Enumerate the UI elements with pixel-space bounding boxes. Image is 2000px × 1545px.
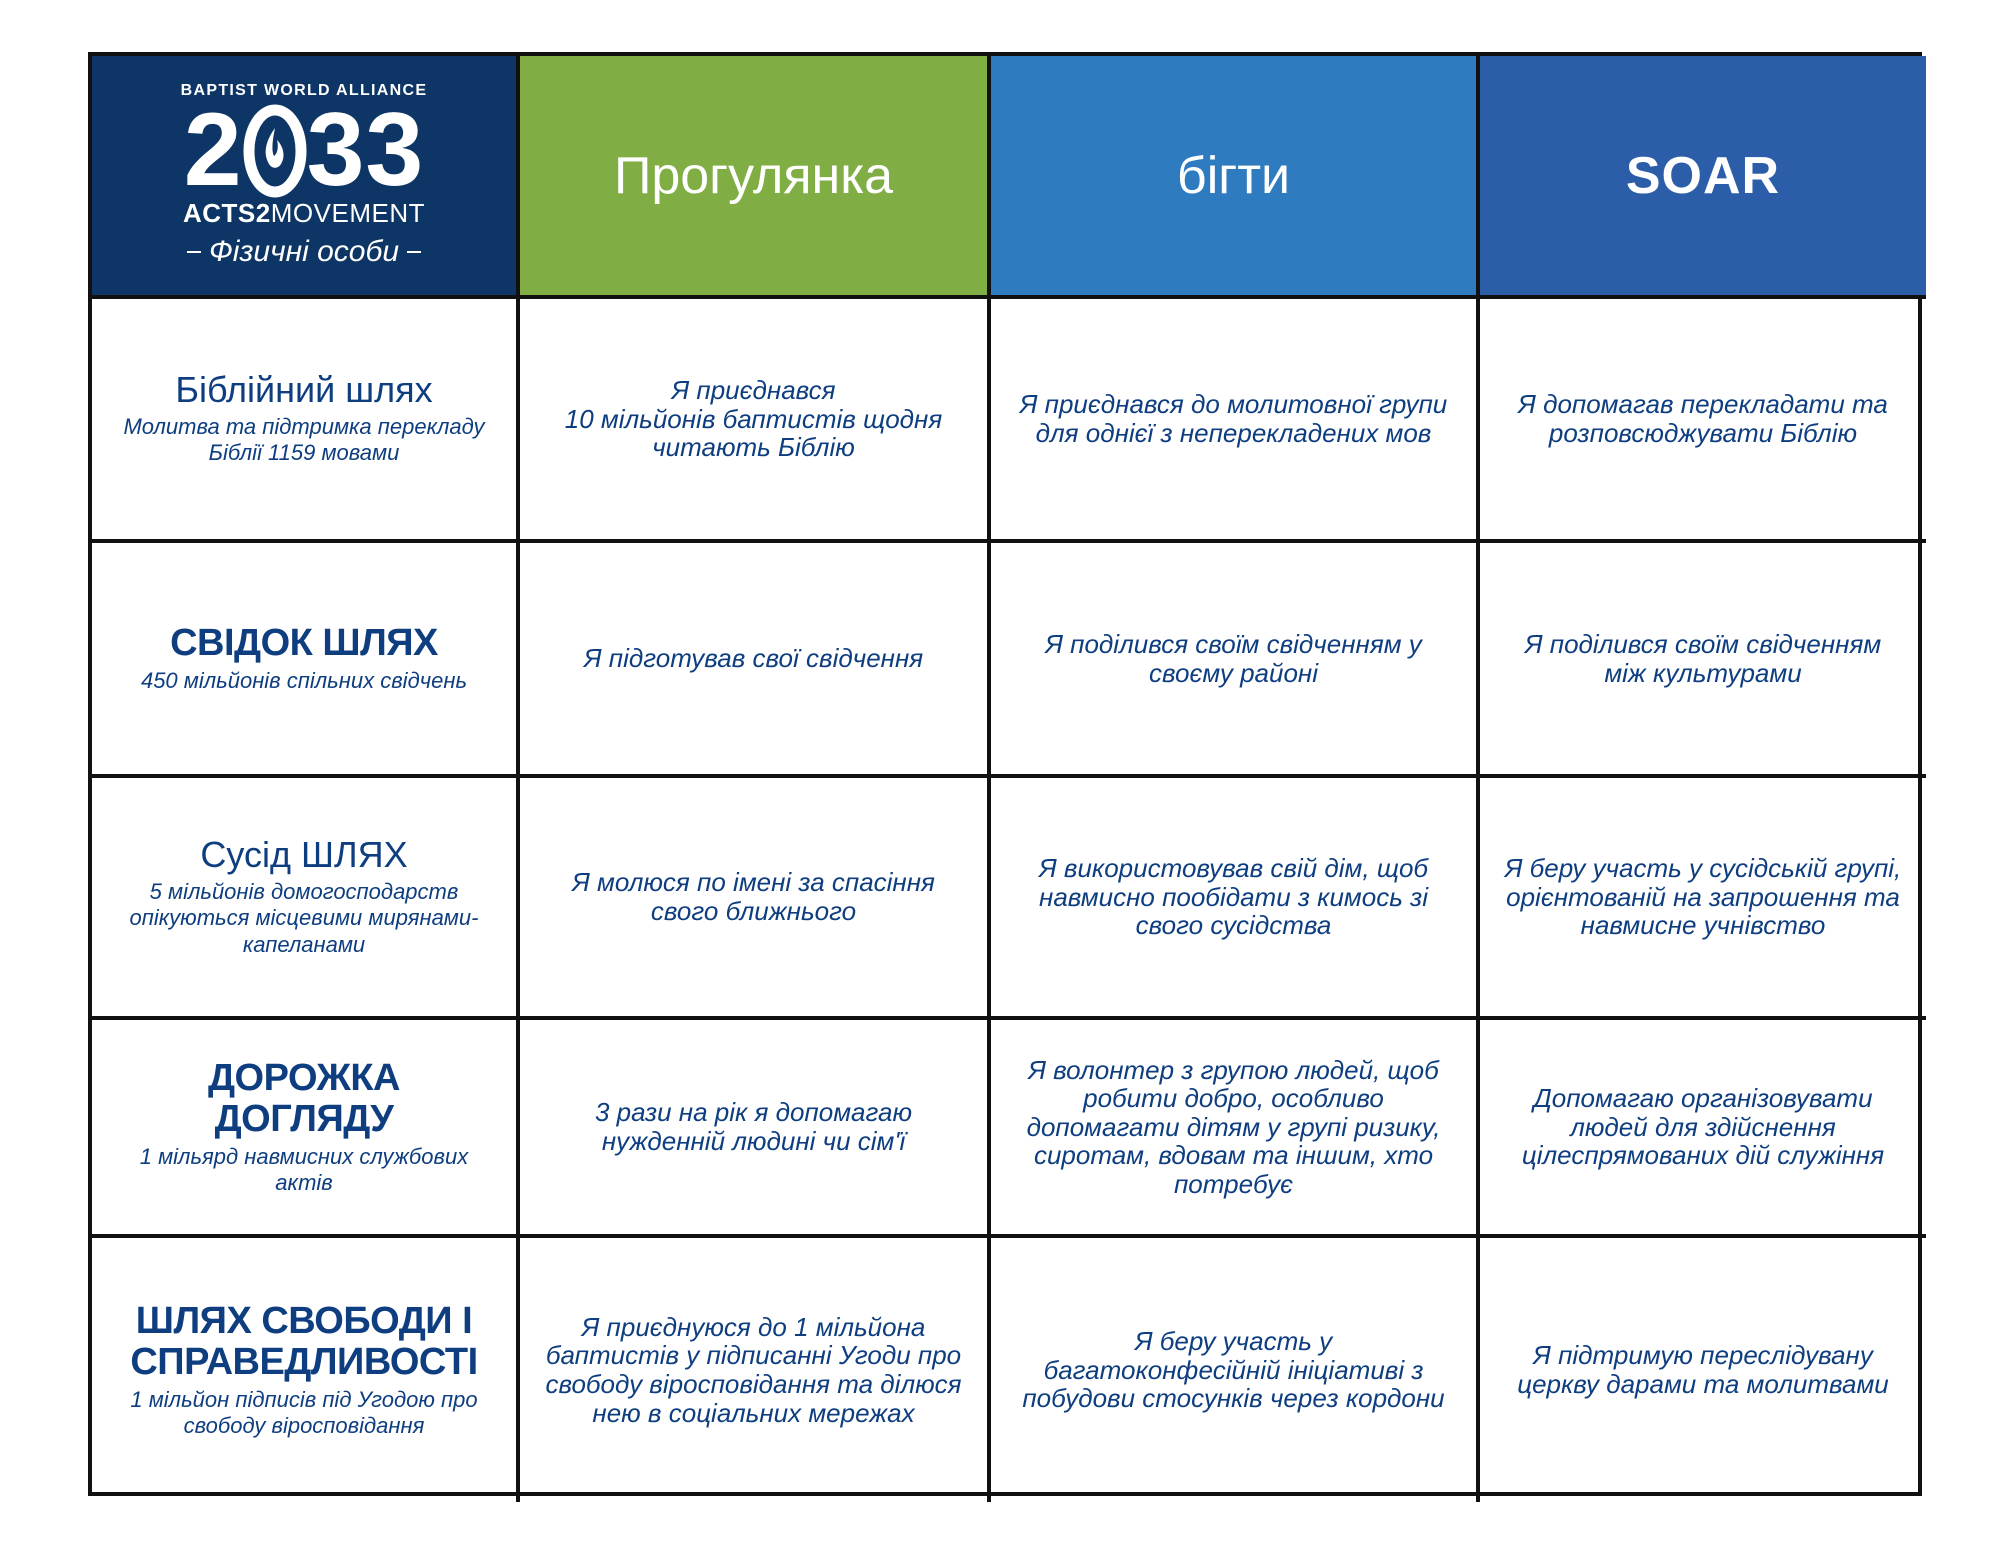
path-title: ШЛЯХ СВОБОДИ І СПРАВЕДЛИВОСТІ (130, 1299, 478, 1383)
path-title: Сусід ШЛЯХ (200, 833, 408, 875)
logo-movement-rest: MOVEMENT (270, 197, 425, 228)
pathways-table (88, 52, 1922, 1496)
path-subtitle: 450 мільйонів спільних свідчень (140, 667, 468, 693)
column-header-walk: Прогулянка (520, 56, 991, 299)
path-subtitle: 1 мільйон підписів під Угодою про свободу віросповідання (130, 1386, 478, 1439)
logo-year-prefix: 2 (183, 92, 243, 209)
row-header (92, 1238, 520, 1502)
walk-text-line2: 10 мільйонів баптистів щодня читають Біблію (564, 403, 943, 463)
logo-subtitle-text: Фізичні особи (208, 234, 400, 268)
path-subtitle: 5 мільйонів домогосподарств опікуються місцевими мирянами-капеланами (129, 878, 479, 957)
logo-year-suffix: 33 (306, 92, 425, 209)
walk-cell (520, 299, 991, 543)
walk-cell: Я підготував свої свідчення (520, 543, 991, 778)
dash-left (187, 251, 201, 253)
soar-cell: Я підтримую переслідувану церкву дарами та молитвами (1517, 1340, 1889, 1399)
soar-cell: Я беру участь у сусідській групі, орієнтованій на запрошення та навмисне учнівство (1480, 778, 1926, 1020)
row-header (92, 543, 520, 778)
walk-cell: Я приєднуюся до 1 мільйона баптистів у підписанні Угоди про свободу віросповідання та ділюся нею в соціальних мережах (520, 1238, 991, 1502)
column-header-soar: SOAR (1480, 56, 1926, 299)
walk-cell: 3 рази на рік я допомагаю нужденній людині чи сім'ї (520, 1020, 991, 1238)
soar-cell: Я допомагав перекладати та розповсюджувати Біблію (1480, 299, 1926, 543)
row-header (92, 299, 520, 543)
run-cell: Я волонтер з групою людей, щоб робити добро, особливо допомагати дітям у групі ризику, сиротам, вдовам та іншим, хто потребує (991, 1020, 1480, 1238)
soar-cell: Допомагаю організовувати людей для здійснення цілеспрямованих дій служіння (1480, 1020, 1926, 1238)
logo-year (183, 92, 425, 209)
dash-right (407, 251, 421, 253)
flame-zero-icon (243, 102, 307, 200)
row-header (92, 1020, 520, 1238)
run-cell: Я використовував свій дім, щоб навмисно пообідати з кимось зі свого сусідства (991, 778, 1480, 1020)
path-title: СВІДОК ШЛЯХ (170, 621, 438, 664)
logo-movement (183, 198, 425, 229)
path-subtitle: Молитва та підтримка перекладу Біблії 1159 мовами (123, 414, 485, 466)
run-cell: Я приєднався до молитовної групи для однієї з неперекладених мов (991, 299, 1480, 543)
column-header-run: бігти (991, 56, 1480, 299)
logo-movement-bold: ACTS2 (183, 197, 271, 228)
path-title: Біблійний шлях (175, 369, 433, 411)
logo-org: BAPTIST WORLD ALLIANCE (180, 82, 428, 100)
path-subtitle: 1 мільярд навмисних службових актів (139, 1143, 469, 1196)
walk-text-line1: Я приєднався (671, 375, 836, 406)
run-cell: Я беру участь у багатоконфесійній ініціативі з побудови стосунків через кордони (991, 1238, 1480, 1502)
logo-subtitle (187, 235, 421, 269)
row-header (92, 778, 520, 1020)
soar-cell: Я поділився своїм свідченням між культурами (1480, 543, 1926, 778)
walk-cell: Я молюся по імені за спасіння свого ближнього (520, 778, 991, 1020)
logo-block (92, 56, 520, 299)
run-cell: Я поділився своїм свідченням у своєму районі (991, 543, 1480, 778)
path-title: ДОРОЖКА ДОГЛЯДУ (207, 1056, 400, 1140)
